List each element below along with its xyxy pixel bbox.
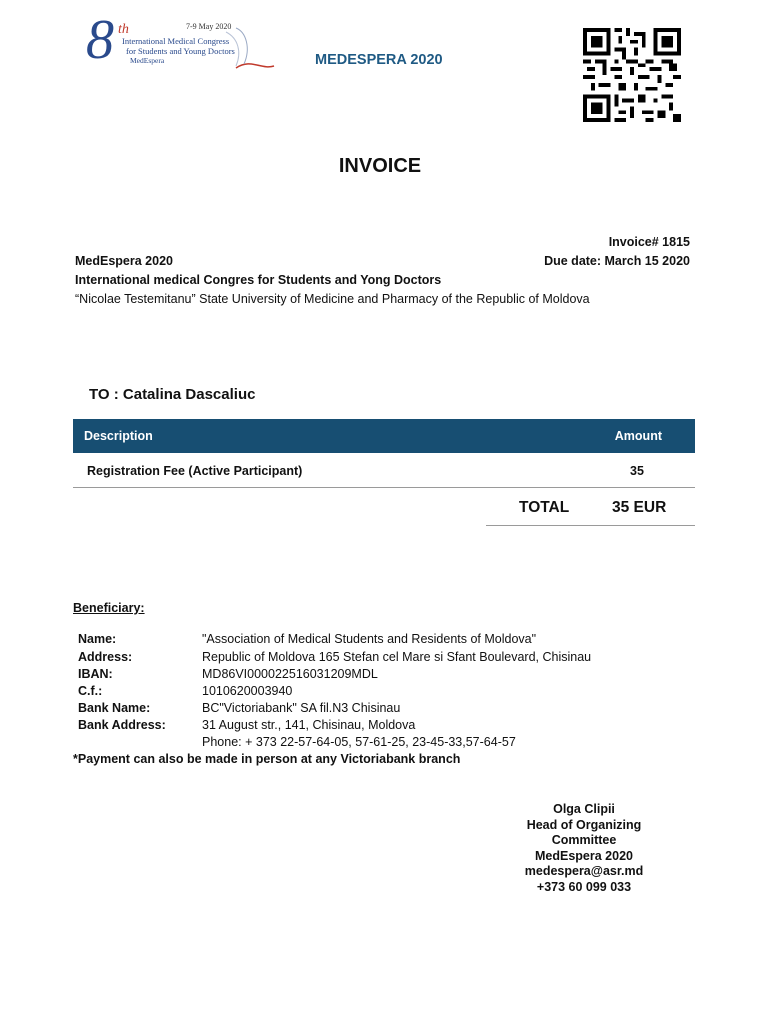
- field-name-value: "Association of Medical Students and Residents of Moldova": [202, 632, 537, 646]
- issuer-name: MedEspera 2020: [75, 254, 173, 268]
- signature-phone: +373 60 099 033: [536, 879, 632, 894]
- column-header-amount: Amount: [614, 429, 662, 443]
- beneficiary-heading: Beneficiary:: [73, 601, 145, 615]
- field-phone-value: Phone: + 373 22-57-64-05, 57-61-25, 23-45-33,57-64-57: [202, 735, 516, 749]
- qr-code-icon: [582, 28, 682, 122]
- field-iban-value: MD86VI000022516031209MDL: [202, 667, 378, 681]
- field-cf-label: C.f.:: [78, 684, 103, 698]
- issuer-university: “Nicolae Testemitanu” State University of Medicine and Pharmacy of the Republic of Moldova: [75, 292, 590, 306]
- payment-note: *Payment can also be made in person at any Victoriabank branch: [73, 752, 461, 766]
- logo-suffix: th: [118, 22, 129, 37]
- table-header: [73, 419, 695, 453]
- logo-dates: 7-9 May 2020: [186, 22, 232, 31]
- field-name-label: Name:: [78, 632, 117, 646]
- logo-line-1: International Medical Congress: [122, 36, 230, 46]
- signature-org: MedEspera 2020: [535, 848, 633, 863]
- logo-line-2: for Students and Young Doctors: [126, 46, 235, 56]
- logo-number: 8: [86, 9, 114, 71]
- field-iban-label: IBAN:: [78, 667, 113, 681]
- signature-name: Olga Clipii: [553, 802, 615, 816]
- recipient-prefix: TO :: [89, 386, 123, 403]
- due-date: Due date: March 15 2020: [544, 254, 690, 268]
- column-header-description: Description: [84, 429, 153, 443]
- signature-email: medespera@asr.md: [524, 864, 644, 878]
- total-value: 35 EUR: [612, 499, 667, 516]
- signature-role-line-2: Committee: [551, 833, 617, 847]
- row-amount: 35: [630, 464, 644, 478]
- recipient-name: Catalina Dascaliuc: [122, 386, 256, 403]
- table-row: [73, 453, 695, 488]
- total-row: [486, 490, 695, 526]
- logo-line-3: MedEspera: [130, 56, 165, 65]
- field-bank-name-label: Bank Name:: [78, 701, 151, 715]
- row-description: Registration Fee (Active Participant): [87, 464, 303, 478]
- field-bank-name-value: BC"Victoriabank" SA fil.N3 Chisinau: [202, 701, 401, 715]
- recipient-line: [89, 386, 255, 403]
- org-title: MEDESPERA 2020: [315, 52, 443, 68]
- field-bank-address-label: Bank Address:: [78, 718, 166, 732]
- signature-role-line-1: Head of Organizing: [526, 817, 642, 832]
- field-cf-value: 1010620003940: [202, 684, 293, 698]
- signature-block: [500, 802, 668, 895]
- total-label: TOTAL: [519, 499, 570, 516]
- invoice-title: INVOICE: [338, 155, 422, 177]
- congress-logo: [86, 9, 276, 74]
- invoice-number: Invoice# 1815: [608, 235, 690, 249]
- issuer-subtitle: International medical Congres for Students and Yong Doctors: [75, 273, 442, 287]
- field-address-value: Republic of Moldova 165 Stefan cel Mare si Sfant Boulevard, Chisinau: [202, 650, 592, 664]
- field-bank-address-value: 31 August str., 141, Chisinau, Moldova: [202, 718, 416, 732]
- field-address-label: Address:: [78, 650, 133, 664]
